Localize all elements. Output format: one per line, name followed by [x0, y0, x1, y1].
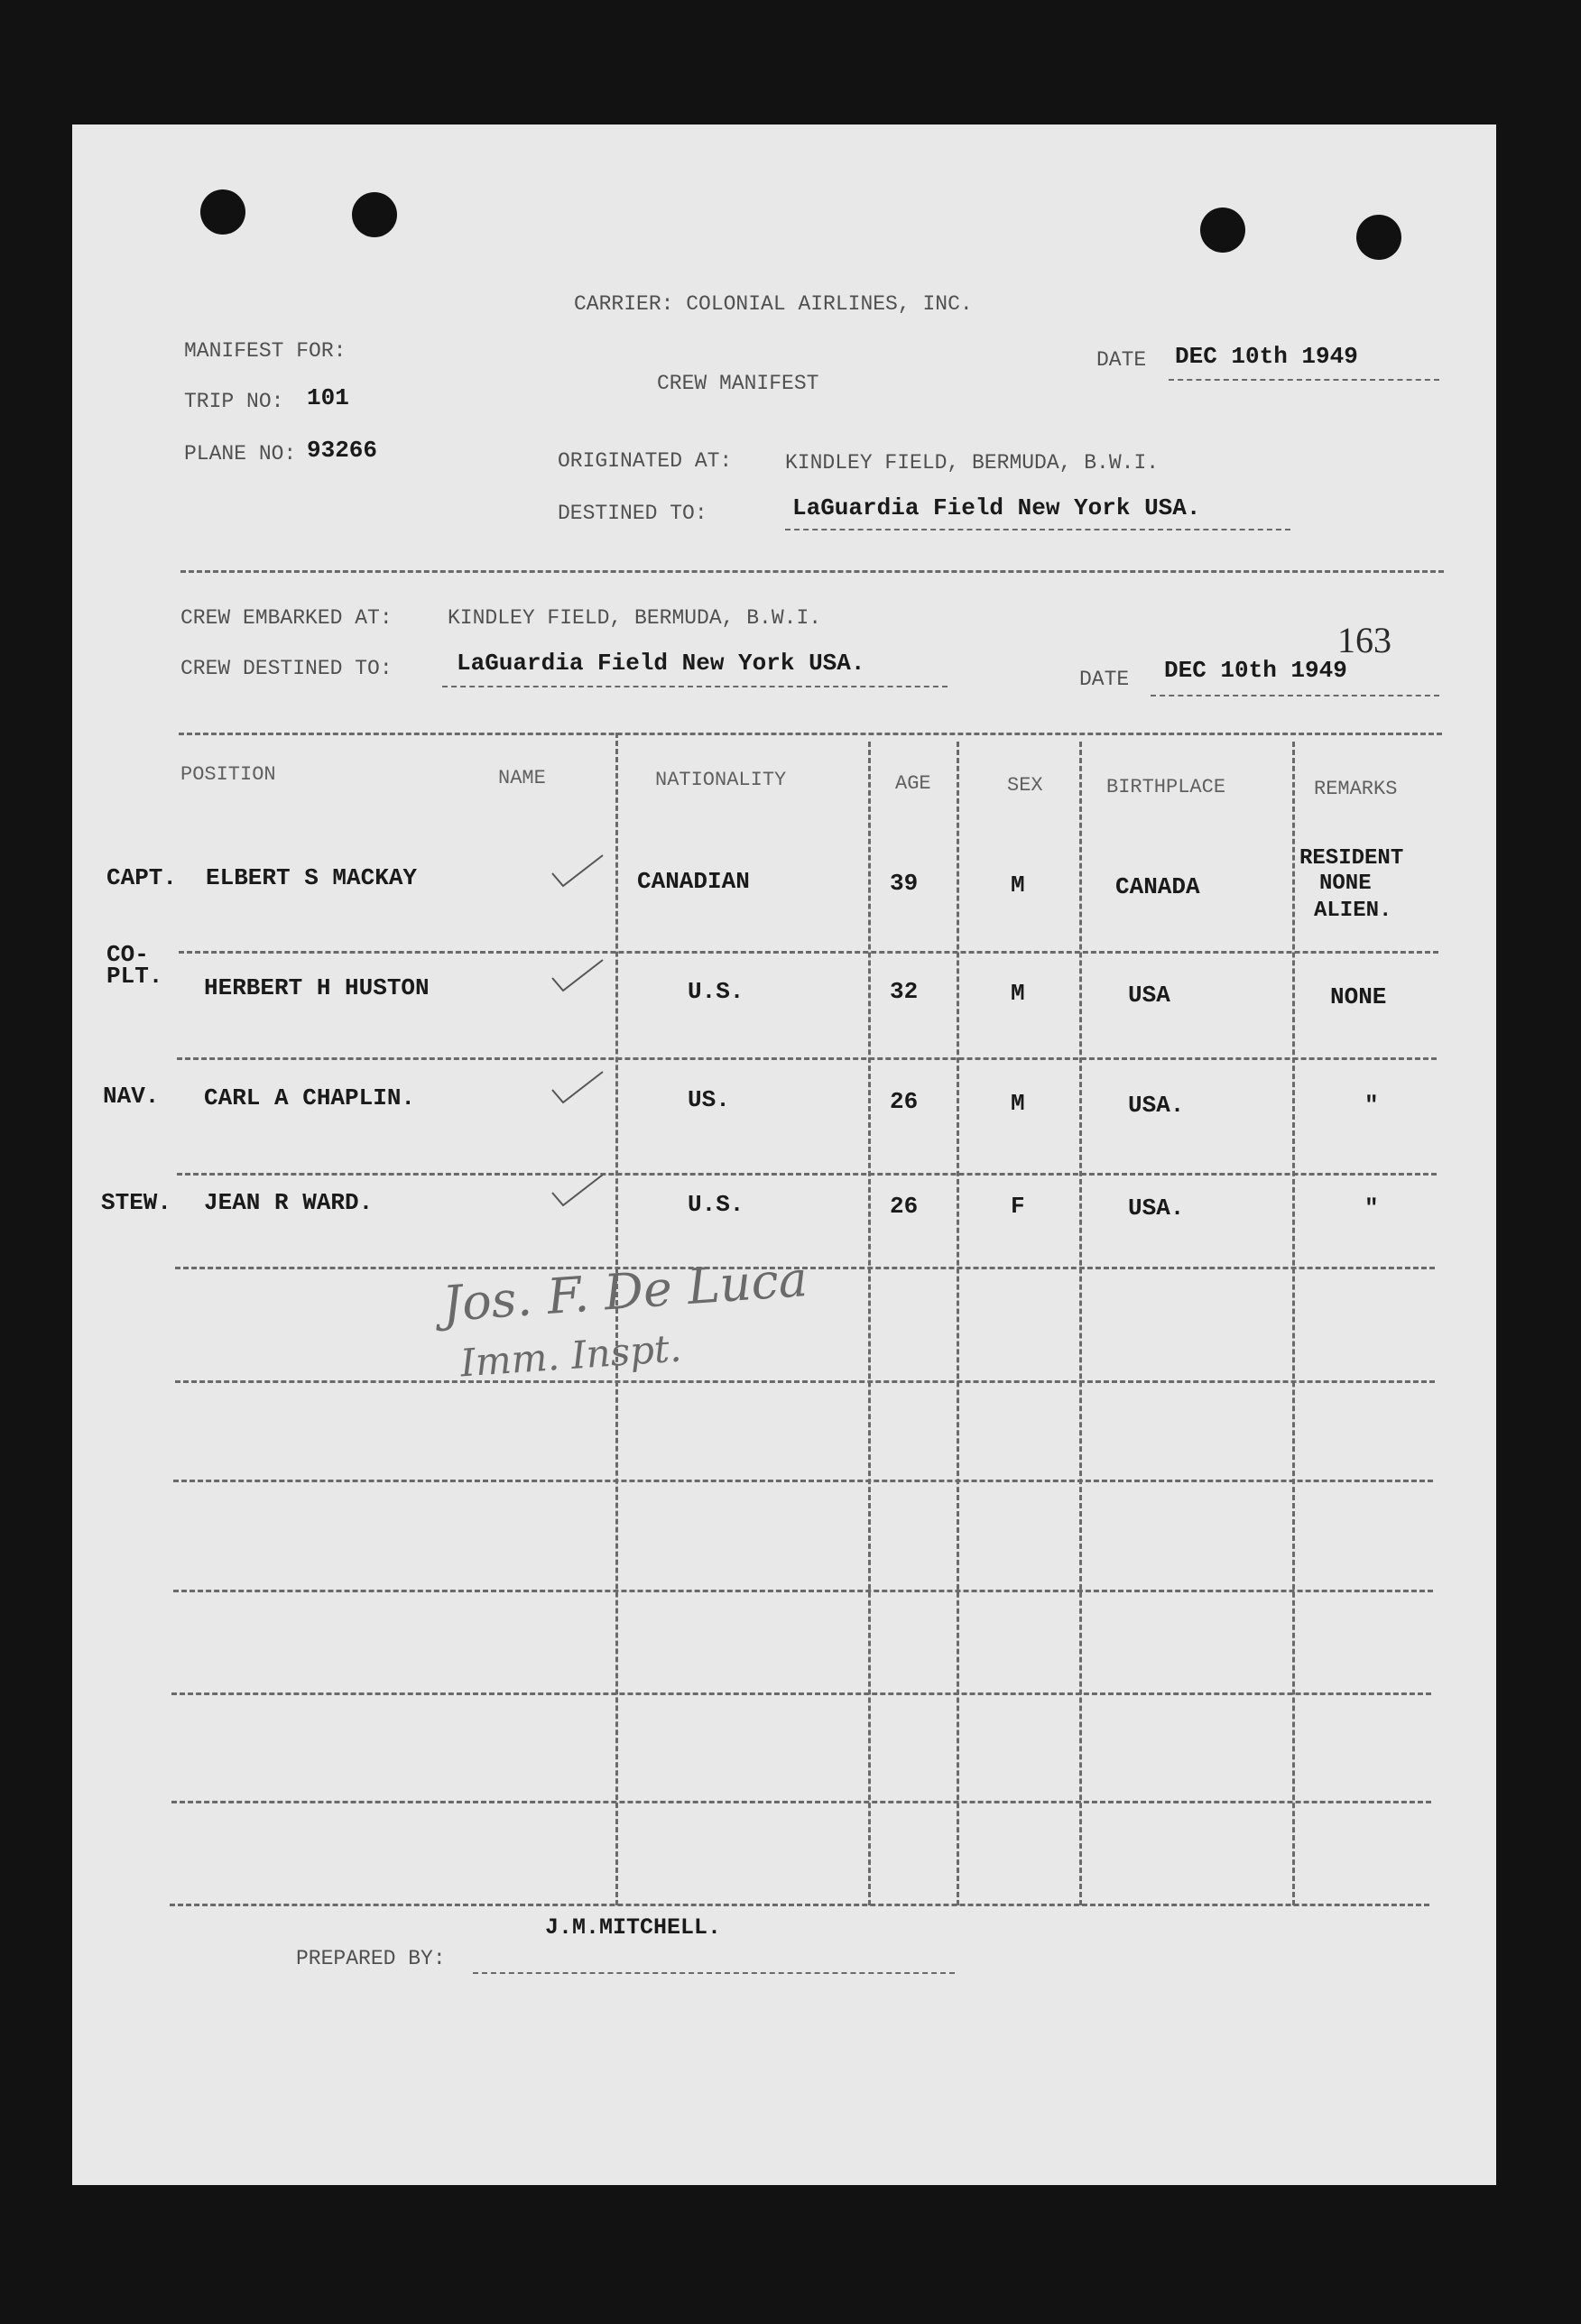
- inspector-signature: Jos. F. De Luca: [440, 1250, 809, 1333]
- originated-value: KINDLEY FIELD, BERMUDA, B.W.I.: [785, 451, 1160, 475]
- carrier-line: CARRIER: COLONIAL AIRLINES, INC.: [574, 292, 973, 316]
- date-value: DEC 10th 1949: [1175, 343, 1358, 370]
- destined-value: LaGuardia Field New York USA.: [792, 494, 1201, 521]
- row3-sex: M: [1011, 1090, 1025, 1117]
- header-remarks: REMARKS: [1314, 778, 1398, 800]
- prepared-by-value: J.M.MITCHELL.: [545, 1914, 722, 1941]
- crew-date-label: DATE: [1079, 668, 1130, 691]
- row4-position: STEW.: [101, 1189, 172, 1216]
- header-position: POSITION: [180, 763, 276, 786]
- row2-birthplace: USA: [1128, 982, 1170, 1009]
- row4-nationality: U.S.: [688, 1191, 744, 1218]
- row3-birthplace: USA.: [1128, 1092, 1185, 1119]
- destined-label: DESTINED TO:: [558, 502, 707, 525]
- row3-name: CARL A CHAPLIN.: [204, 1084, 416, 1111]
- header-name: NAME: [498, 767, 546, 789]
- row1-birthplace: CANADA: [1115, 873, 1200, 900]
- row4-birthplace: USA.: [1128, 1194, 1185, 1222]
- originated-label: ORIGINATED AT:: [558, 449, 733, 473]
- row2-age: 32: [890, 978, 919, 1005]
- row1-nationality: CANADIAN: [637, 868, 750, 895]
- header-nationality: NATIONALITY: [655, 769, 787, 791]
- row2-remarks: NONE: [1330, 983, 1387, 1010]
- header-birthplace: BIRTHPLACE: [1106, 776, 1226, 798]
- row1-remarks-2: NONE: [1319, 872, 1372, 896]
- punch-hole: [352, 192, 397, 237]
- trip-value: 101: [307, 384, 349, 411]
- row1-sex: M: [1011, 872, 1025, 899]
- row1-remarks-1: RESIDENT: [1299, 846, 1404, 871]
- crew-destined-label: CREW DESTINED TO:: [180, 657, 393, 680]
- plane-label: PLANE NO:: [184, 442, 297, 466]
- check-mark-icon: [550, 853, 605, 890]
- row3-nationality: US.: [688, 1086, 730, 1113]
- row1-name: ELBERT S MACKAY: [206, 864, 418, 891]
- row1-position: CAPT.: [106, 864, 178, 891]
- row2-name: HERBERT H HUSTON: [204, 974, 430, 1001]
- trip-label: TRIP NO:: [184, 390, 284, 413]
- row2-nationality: U.S.: [688, 978, 744, 1005]
- row3-age: 26: [890, 1088, 919, 1115]
- row4-remarks: ": [1364, 1194, 1379, 1222]
- row1-remarks-3: ALIEN.: [1314, 899, 1392, 923]
- punch-hole: [1356, 215, 1401, 260]
- check-mark-icon: [550, 1070, 605, 1106]
- punch-hole: [200, 189, 245, 235]
- crew-destined-value: LaGuardia Field New York USA.: [457, 650, 865, 677]
- row4-age: 26: [890, 1193, 919, 1220]
- header-sex: SEX: [1007, 774, 1043, 797]
- plane-value: 93266: [307, 437, 378, 464]
- manifest-for-label: MANIFEST FOR:: [184, 339, 347, 363]
- crew-embarked-value: KINDLEY FIELD, BERMUDA, B.W.I.: [448, 606, 822, 630]
- prepared-by-label: PREPARED BY:: [296, 1947, 446, 1970]
- inspector-title: Imm. Inspt.: [458, 1325, 683, 1386]
- row3-remarks: ": [1364, 1092, 1379, 1119]
- row3-position: NAV.: [103, 1083, 160, 1110]
- date-label: DATE: [1096, 348, 1147, 372]
- row4-name: JEAN R WARD.: [204, 1189, 374, 1216]
- check-mark-icon: [550, 958, 605, 994]
- row1-age: 39: [890, 870, 919, 897]
- manifest-page: [72, 124, 1496, 2185]
- crew-date-value: DEC 10th 1949: [1164, 657, 1347, 684]
- crew-manifest-title: CREW MANIFEST: [657, 372, 819, 395]
- check-mark-icon: [550, 1173, 605, 1209]
- crew-embarked-label: CREW EMBARKED AT:: [180, 606, 393, 630]
- header-age: AGE: [895, 772, 931, 795]
- page-number: 163: [1337, 620, 1391, 660]
- row2-position: CO- PLT.: [106, 941, 163, 990]
- row4-sex: F: [1011, 1193, 1025, 1220]
- row2-sex: M: [1011, 980, 1025, 1007]
- punch-hole: [1200, 208, 1245, 253]
